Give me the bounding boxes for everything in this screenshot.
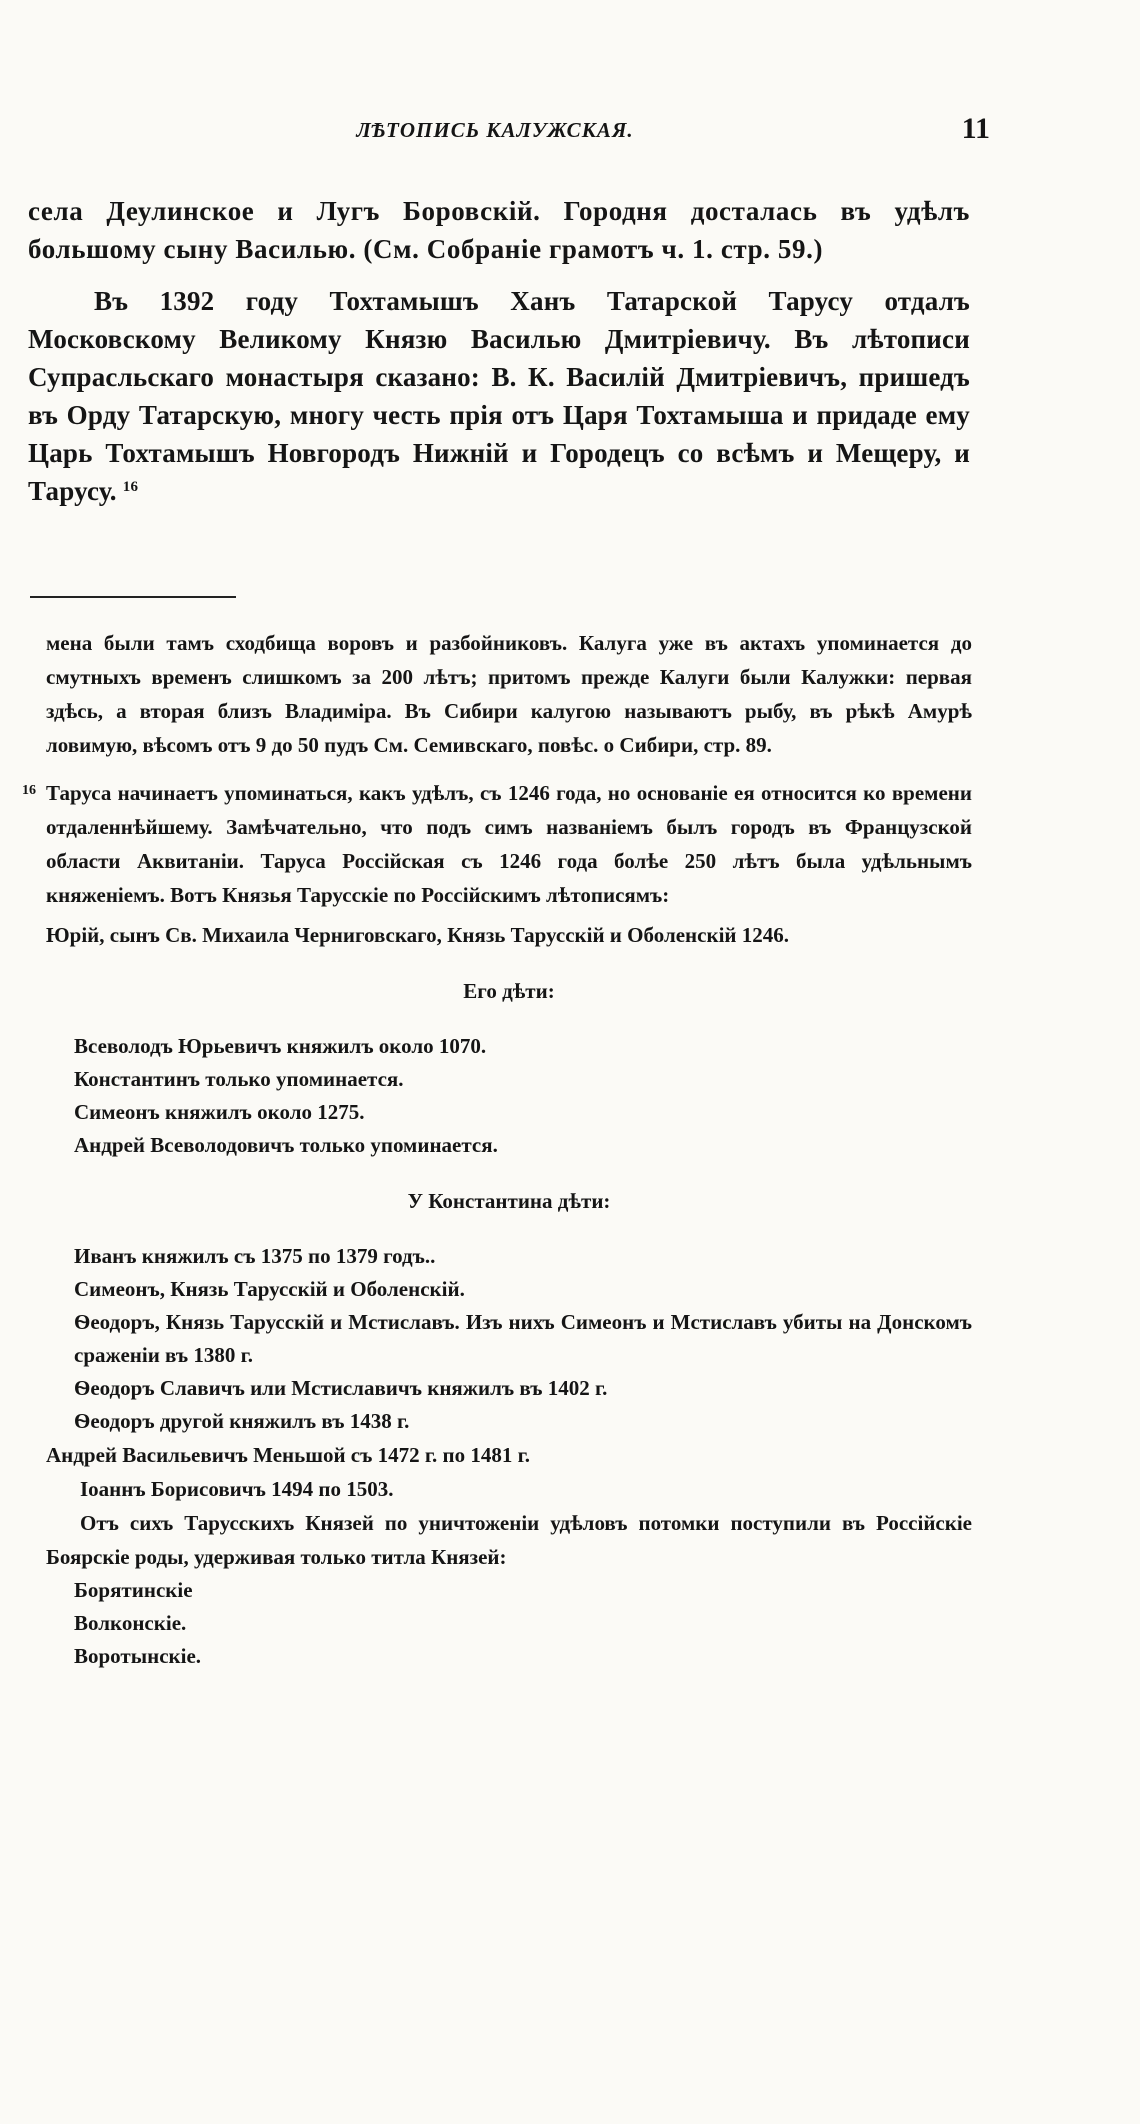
- yuri-line: Юрій, сынъ Св. Михаила Черниговскаго, Князь Тарусскій и Оболенскій 1246.: [46, 923, 789, 947]
- footnote-16-number: 16: [22, 783, 36, 798]
- list-item: Всеволодъ Юрьевичъ княжилъ около 1070.: [74, 1034, 487, 1058]
- running-title: ЛѢТОПИСЬ КАЛУЖСКАЯ.: [356, 118, 634, 142]
- list-item: Андрей Всеволодовичъ только упоминается.: [74, 1133, 498, 1157]
- footnote-continuation: мена были тамъ сходбища воровъ и разбойниковъ. Калуга уже въ актахъ упоминается до смутныхъ временъ слишкомъ за 200 лѣтъ; притомъ прежде Калуги были Калужки: первая здѣсь, а вторая близъ Владиміра. Въ Сибири калугою называютъ рыбу, въ рѣкѣ Амурѣ ловимую, вѣсомъ отъ 9 до 50 пудъ См. Семивскаго, повѣс. о Сибири, стр. 89.: [46, 631, 972, 757]
- list-item: Борятинскіе: [74, 1578, 193, 1602]
- ioann-line: Іоаннъ Борисовичъ 1494 по 1503.: [80, 1477, 394, 1501]
- list-item: Симеонъ княжилъ около 1275.: [74, 1100, 365, 1124]
- list-item: Симеонъ, Князь Тарусскій и Оболенскій.: [74, 1277, 465, 1301]
- children-list: [74, 1030, 972, 1162]
- main-text: [28, 192, 970, 510]
- footnote-reference: 16: [122, 479, 139, 495]
- page-number: 11: [961, 112, 990, 145]
- list-item: Волконскіе.: [74, 1611, 187, 1635]
- list-item: Ѳеодоръ, Князь Тарусскій и Мстиславъ. Изъ нихъ Симеонъ и Мстиславъ убиты на Донскомъ сраженіи въ 1380 г.: [74, 1310, 972, 1367]
- konstantin-heading: У Константина дѣти:: [407, 1189, 611, 1213]
- families-list: [74, 1574, 972, 1673]
- footnotes: [22, 626, 972, 1673]
- children-heading: Его дѣти:: [463, 979, 555, 1003]
- list-item: Иванъ княжилъ съ 1375 по 1379 годъ..: [74, 1244, 436, 1268]
- list-item: Воротынскіе.: [74, 1644, 202, 1668]
- paragraph-tarusa-1392: [28, 282, 970, 510]
- list-item: Ѳеодоръ другой княжилъ въ 1438 г.: [74, 1409, 410, 1433]
- paragraph-tarusa-1392-text: Въ 1392 году Тохтамышъ Ханъ Татарской Тарусу отдалъ Московскому Великому Князю Василью Дмитріевичу. Въ лѣтописи Супрасльскаго монастыря сказано: В. К. Василій Дмитріевичъ, пришедъ въ Орду Татарскую, многу честь прія отъ Царя Тохтамыша и придаде ему Царь Тохтамышъ Новгородъ Нижній и Городецъ со всѣмъ и Мещеру, и Тарусу.: [28, 286, 970, 506]
- list-item: Константинъ только упоминается.: [74, 1067, 404, 1091]
- paragraph-continuation: села Деулинское и Лугъ Боровскій. Городня досталась въ удѣлъ большому сыну Василью. (См. Собраніе грамотъ ч. 1. стр. 59.): [28, 196, 970, 264]
- running-head: [0, 112, 1140, 158]
- closing-paragraph: Отъ сихъ Тарусскихъ Князей по уничтоженіи удѣловъ потомки поступили въ Россійскіе Боярскіе роды, удерживая только титла Князей:: [46, 1511, 972, 1569]
- konstantin-children-list: [74, 1240, 972, 1438]
- list-item: Ѳеодоръ Славичъ или Мстиславичъ княжилъ въ 1402 г.: [74, 1376, 608, 1400]
- footnote-16: [22, 776, 972, 912]
- andrei-line: Андрей Васильевичъ Меньшой съ 1472 г. по 1481 г.: [46, 1443, 531, 1467]
- footnote-16-text: Таруса начинаетъ упоминаться, какъ удѣлъ, съ 1246 года, но основаніе ея относится ко времени отдаленнѣйшему. Замѣчательно, что подъ симъ названіемъ былъ городъ въ Французской области Аквитаніи. Таруса Россійская съ 1246 года болѣе 250 лѣтъ была удѣльнымъ княженіемъ. Вотъ Князья Тарусскіе по Россійскимъ лѣтописямъ:: [46, 781, 972, 907]
- footnote-divider: [30, 596, 236, 598]
